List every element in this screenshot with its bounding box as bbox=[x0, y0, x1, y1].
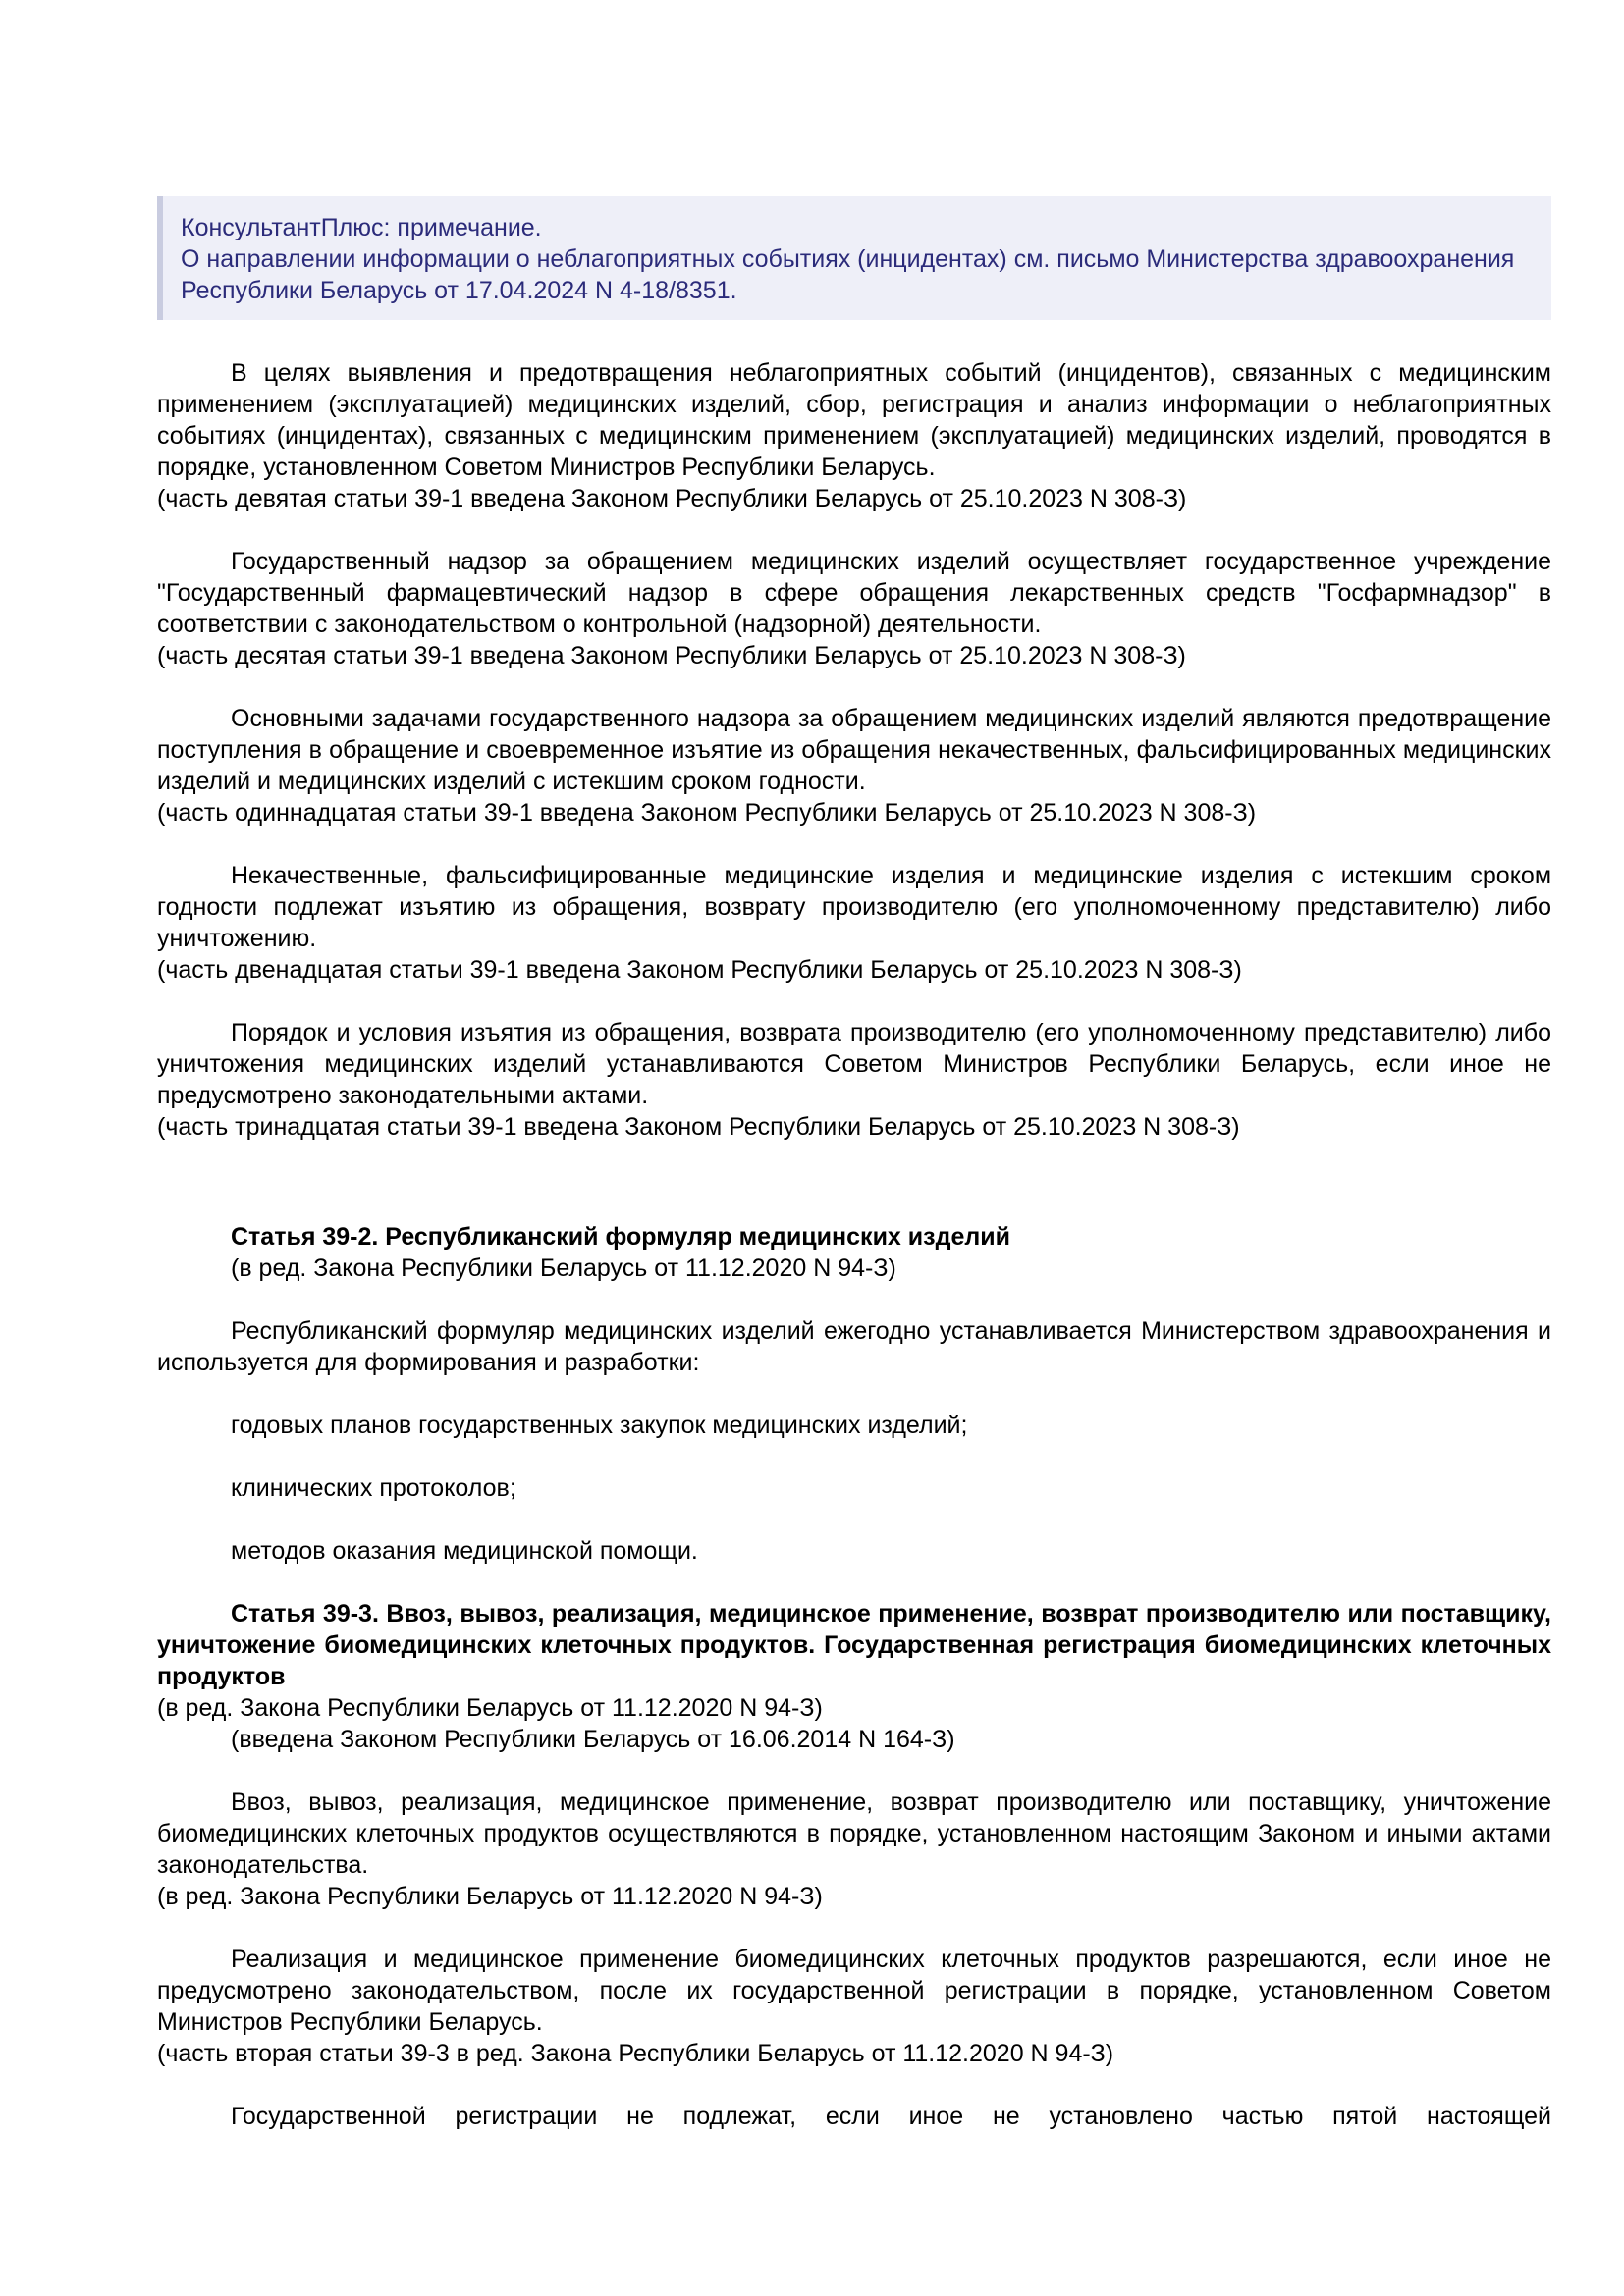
amendment-source[interactable]: (в ред. Закона Республики Беларусь от 11.12.2020 N 94-З) bbox=[157, 1883, 823, 1910]
paragraph-text: Реализация и медицинское применение биомедицинских клеточных продуктов разрешаются, если иное не предусмотрено законодательством, после их государственной регистрации в порядке, установленном Советом Министров Республики Беларусь. bbox=[157, 1946, 1551, 2036]
paragraph-block bbox=[157, 1017, 1551, 1143]
paragraph-block bbox=[157, 860, 1551, 986]
paragraph-text: Республиканский формуляр медицинских изделий ежегодно устанавливается Министерством здравоохранения и используется для формирования и разработки: bbox=[157, 1317, 1551, 1376]
amendment-source[interactable]: (часть вторая статьи 39-3 в ред. Закона Республики Беларусь от 11.12.2020 N 94-З) bbox=[157, 2040, 1114, 2067]
article-39-2-heading bbox=[157, 1221, 1551, 1284]
amendment-source[interactable]: (часть двенадцатая статьи 39-1 введена Законом Республики Беларусь от 25.10.2023 N 308-З) bbox=[157, 956, 1242, 984]
paragraph-text: Некачественные, фальсифицированные медицинские изделия и медицинские изделия с истекшим сроком годности подлежат изъятию из обращения, возврату производителю (его уполномоченному представителю) либо уничтожению. bbox=[157, 862, 1551, 952]
amendment-source[interactable]: (часть десятая статьи 39-1 введена Законом Республики Беларусь от 25.10.2023 N 308-З) bbox=[157, 642, 1186, 669]
amendment-source[interactable]: (часть одиннадцатая статьи 39-1 введена Законом Республики Беларусь от 25.10.2023 N 308-З) bbox=[157, 799, 1257, 827]
article-amendment[interactable]: (в ред. Закона Республики Беларусь от 11.12.2020 N 94-З) bbox=[157, 1694, 823, 1722]
paragraph-text: Основными задачами государственного надзора за обращением медицинских изделий являются предотвращение поступления в обращение и своевременное изъятие из обращения некачественных, фальсифицированных медицинских изделий и медицинских изделий с истекшим сроком годности. bbox=[157, 705, 1551, 795]
consultant-note bbox=[157, 196, 1551, 320]
paragraph-block bbox=[157, 1787, 1551, 1912]
article-title: Статья 39-3. Ввоз, вывоз, реализация, медицинское применение, возврат производителю или поставщику, уничтожение биомедицинских клеточных продуктов. Государственная регистрация биомедицинских клеточных продуктов bbox=[157, 1600, 1551, 1690]
paragraph-block bbox=[157, 703, 1551, 828]
amendment-source[interactable]: (часть девятая статьи 39-1 введена Законом Республики Беларусь от 25.10.2023 N 308-З) bbox=[157, 485, 1187, 512]
note-link-text[interactable]: О направлении информации о неблагоприятных событиях (инцидентах) см. письмо Министерства здравоохранения Республики Беларусь от 17.04.2024 N 4-18/8351. bbox=[181, 245, 1515, 304]
paragraph-text: В целях выявления и предотвращения неблагоприятных событий (инцидентов), связанных с медицинским применением (эксплуатацией) медицинских изделий, сбор, регистрация и анализ информации о неблагоприятных событиях (инцидентах), связанных с медицинским применением (эксплуатацией) медицинских изделий, проводятся в порядке, установленном Советом Министров Республики Беларусь. bbox=[157, 359, 1551, 481]
paragraph-block bbox=[157, 1944, 1551, 2069]
list-item: методов оказания медицинской помощи. bbox=[231, 1537, 698, 1565]
note-title: КонсультантПлюс: примечание. bbox=[181, 214, 542, 241]
paragraph-block bbox=[157, 546, 1551, 671]
paragraph-text: Государственной регистрации не подлежат, если иное не установлено частью пятой настоящей bbox=[231, 2103, 1551, 2130]
article-amendment[interactable]: (в ред. Закона Республики Беларусь от 11.12.2020 N 94-З) bbox=[231, 1255, 896, 1282]
paragraph-block bbox=[157, 357, 1551, 514]
article-title: Статья 39-2. Республиканский формуляр медицинских изделий bbox=[231, 1223, 1010, 1251]
article-39-3-heading bbox=[157, 1598, 1551, 1755]
paragraph-block bbox=[157, 1315, 1551, 1378]
paragraph-text: Государственный надзор за обращением медицинских изделий осуществляет государственное учреждение "Государственный фармацевтический надзор в сфере обращения лекарственных средств "Госфармнадзор" в соответствии с законодательством о контрольной (надзорной) деятельности. bbox=[157, 548, 1551, 638]
document-page bbox=[157, 196, 1551, 2163]
list-item: годовых планов государственных закупок медицинских изделий; bbox=[231, 1412, 968, 1439]
paragraph-text: Порядок и условия изъятия из обращения, возврата производителю (его уполномоченному представителю) либо уничтожения медицинских изделий устанавливаются Советом Министров Республики Беларусь, если иное не предусмотрено законодательными актами. bbox=[157, 1019, 1551, 1109]
amendment-source[interactable]: (часть тринадцатая статьи 39-1 введена Законом Республики Беларусь от 25.10.2023 N 308-З) bbox=[157, 1113, 1240, 1141]
list-item: клинических протоколов; bbox=[231, 1474, 516, 1502]
paragraph-text: Ввоз, вывоз, реализация, медицинское применение, возврат производителю или поставщику, уничтожение биомедицинских клеточных продуктов осуществляются в порядке, установленном настоящим Законом и иными актами законодательства. bbox=[157, 1789, 1551, 1879]
paragraph-block bbox=[157, 2101, 1551, 2132]
article-introduced[interactable]: (введена Законом Республики Беларусь от 16.06.2014 N 164-З) bbox=[231, 1726, 955, 1753]
spacer bbox=[157, 1174, 1551, 1221]
